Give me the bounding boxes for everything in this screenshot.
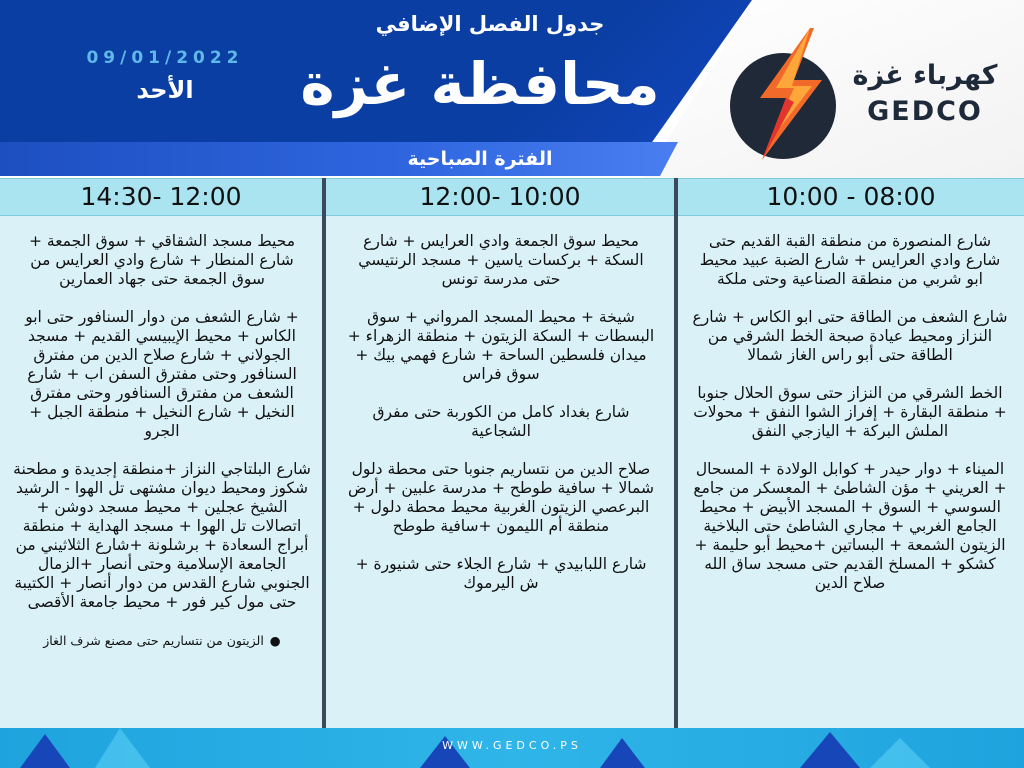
footer <box>0 728 1024 768</box>
list-item: شارع البلتاجي النزاز +منطقة إجديدة و مطحنة شكوز ومحيط ديوان مشتهى تل الهوا - الرشيد الشيخ عجلين + محيط مسجد دوشن + اتصالات تل الهوا + مسجد الهداية + منطقة أبراج السعادة + برشلونة +شارع الثلاثيني من الجامعة الإسلامية وحتى أنصار +الزمال الجنوبي شارع القدس من دوار أنصار + الكتيبة حتى مول كير فور + محيط جامعة الأقصى <box>13 460 311 611</box>
bullet-icon: ● <box>269 633 281 648</box>
date-label: 09/01/2022 <box>86 48 244 68</box>
column-header-2: 12:00- 10:00 <box>326 178 674 216</box>
list-item: شارع اللبابيدي + شارع الجلاء حتى شنيورة + ش اليرموك <box>355 555 647 592</box>
list-item: شارع الشعف من الطاقة حتى ابو الكاس + شارع النزاز ومحيط عيادة صبحة الخط الشرقي من الطاقة حتى أبو راس الغاز شمالا <box>692 308 1008 364</box>
column-body-2 <box>346 232 656 612</box>
column-header-1: 10:00 - 08:00 <box>678 178 1024 216</box>
page-title: محافظة غزة <box>300 50 660 118</box>
website-url: WWW.GEDCO.PS <box>442 739 582 752</box>
list-item: صلاح الدين من نتساريم جنوبا حتى محطة دلول شمالا + سافية طوطح + مدرسة علبين + أرض البرعصي الزيتون الغربية محيط محطة دلول + منطقة أم الليمون +سافية طوطح <box>348 460 654 535</box>
column-header-3: 14:30- 12:00 <box>0 178 322 216</box>
page-subtitle: جدول الفصل الإضافي <box>375 12 605 36</box>
column-divider <box>674 178 678 728</box>
column-body-1 <box>690 232 1010 612</box>
list-item: شارع بغداد كامل من الكوربة حتى مفرق الشجاعية <box>372 403 630 440</box>
list-item: محيط سوق الجمعة وادي العرايس + شارع السكة + بركسات ياسين + مسجد الرنتيسي حتى مدرسة تونس <box>358 232 644 288</box>
logo-text-arabic: كهرباء غزة <box>852 60 998 91</box>
column-divider <box>322 178 326 728</box>
list-item-text: الزيتون من نتساريم حتى مصنع شرف الغاز <box>43 633 264 648</box>
logo-text-english: GEDCO <box>867 96 983 127</box>
column-body-3 <box>12 232 312 669</box>
lightning-bolt-icon <box>742 28 832 160</box>
list-item-bulleted <box>12 631 312 650</box>
list-item: محيط مسجد الشقاقي + سوق الجمعة + شارع المنطار + شارع وادي العرايس من سوق الجمعة حتى جهاد العمارين <box>28 232 296 288</box>
list-item: شيخة + محيط المسجد المرواني + سوق البسطات + السكة الزيتون + منطقة الزهراء + ميدان فلسطين الساحة + شارع فهمي بيك + سوق فراس <box>347 308 655 383</box>
header <box>0 0 1024 178</box>
list-item: الخط الشرقي من النزاز حتى سوق الحلال جنوبا + منطقة البقارة + إفراز الشوا النفق + محولات الملش البركة + اليازجي النفق <box>693 384 1007 440</box>
day-label: الأحد <box>136 76 194 104</box>
shift-label: الفترة الصباحية <box>407 148 553 170</box>
list-item: الميناء + دوار حيدر + كوابل الولادة + المسحال + العريني + مؤن الشاطئ + المعسكر من جامع السوسي + السوق + المسجد الأبيض + محيط الجامع الغربي + مجاري الشاطئ حتى البلاخية الزيتون الشمعة + البساتين +محيط أبو حليمة + كشكو + المسلخ القديم حتى مسجد ساق الله صلاح الدين <box>693 460 1007 592</box>
list-item: + شارع الشعف من دوار السنافور حتى ابو الكاس + محيط الإيبيسي القديم + مسجد الجولاني + شارع صلاح الدين من مفترق السنافور وحتى مفترق السفن اب + شارع الشعف من مفترق السنافور وحتى مفترق النخيل + شارع النخيل + منطقة الجبل + الجرو <box>25 308 299 440</box>
list-item: شارع المنصورة من منطقة القبة القديم حتى شارع وادي العرايس + شارع الضبة عبيد محيط ابو شربي من منطقة الصناعية وحتى ملكة <box>699 232 1001 288</box>
